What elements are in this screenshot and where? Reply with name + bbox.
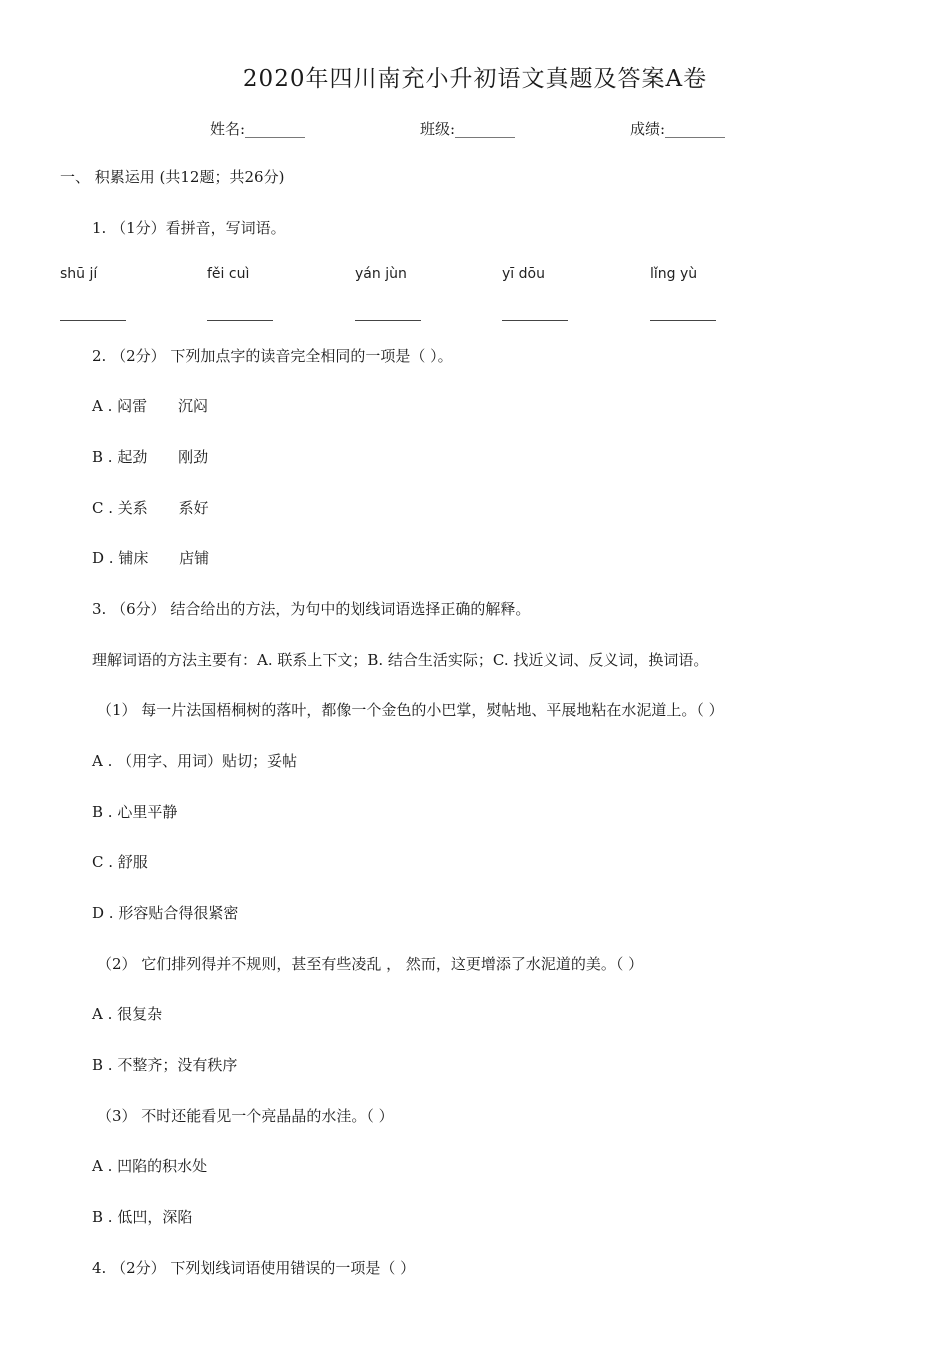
q3-1-option-d[interactable]: D . 形容贴合得很紧密 — [92, 904, 239, 922]
answer-blank[interactable] — [502, 312, 568, 321]
q2-option-d[interactable] — [92, 547, 209, 568]
question-1-stem: 1. （1分）看拼音，写词语。 — [92, 219, 286, 237]
option-word: 铺床 — [118, 549, 149, 567]
q3-part-3: （3） 不时还能看见一个亮晶晶的水洼。（ ） — [97, 1107, 394, 1125]
answer-blank[interactable] — [60, 312, 126, 321]
question-2-stem: 2. （2分） 下列加点字的读音完全相同的一项是（ ）。 — [92, 347, 453, 365]
q3-part-2: （2） 它们排列得并不规则，甚至有些凌乱 ， 然而，这更增添了水泥道的美。（ ） — [97, 955, 644, 973]
question-4-stem: 4. （2分） 下列划线词语使用错误的一项是（ ） — [92, 1259, 416, 1277]
q3-2-option-b[interactable]: B . 不整齐；没有秩序 — [92, 1056, 238, 1074]
q3-2-option-a[interactable]: A . 很复杂 — [92, 1005, 163, 1023]
section-heading: 一、 积累运用 (共12题；共26分) — [60, 168, 285, 186]
score-field-label: 成绩:________ — [630, 120, 726, 138]
option-word: 沉闷 — [177, 397, 208, 415]
answer-blank[interactable] — [355, 312, 421, 321]
option-letter: B . — [92, 448, 113, 466]
q3-1-option-b[interactable]: B . 心里平静 — [92, 803, 178, 821]
option-letter: A . — [92, 397, 113, 415]
pinyin-item: fěi cuì — [207, 266, 250, 282]
q2-option-b[interactable] — [92, 446, 208, 467]
q3-part-1: （1） 每一片法国梧桐树的落叶，都像一个金色的小巴掌，熨帖地、平展地粘在水泥道上。（ ） — [97, 701, 724, 719]
q3-1-option-c[interactable]: C . 舒服 — [92, 853, 148, 871]
pinyin-item: shū jí — [60, 266, 98, 282]
option-word: 店铺 — [179, 549, 210, 567]
q3-1-option-a[interactable]: A . （用字、用词）贴切；妥帖 — [92, 752, 298, 770]
pinyin-item: yán jùn — [355, 266, 407, 282]
option-word: 闷雷 — [117, 397, 148, 415]
option-letter: D . — [92, 549, 114, 567]
q2-option-a[interactable] — [92, 395, 208, 416]
pinyin-item: lǐng yù — [650, 266, 698, 282]
option-word: 关系 — [117, 499, 148, 517]
name-field-label: 姓名:________ — [210, 120, 306, 138]
question-3-stem: 3. （6分） 结合给出的方法，为句中的划线词语选择正确的解释。 — [92, 600, 531, 618]
page-title: 2020年四川南充小升初语文真题及答案A卷 — [242, 66, 708, 92]
answer-blank[interactable] — [207, 312, 273, 321]
option-word: 刚劲 — [178, 448, 209, 466]
pinyin-item: yī dōu — [502, 266, 545, 282]
class-field-label: 班级:________ — [420, 120, 516, 138]
option-word: 系好 — [178, 499, 209, 517]
option-letter: C . — [92, 499, 114, 517]
q3-3-option-a[interactable]: A . 凹陷的积水处 — [92, 1157, 208, 1175]
answer-blank[interactable] — [650, 312, 716, 321]
q3-3-option-b[interactable]: B . 低凹，深陷 — [92, 1208, 193, 1226]
q3-method-text: 理解词语的方法主要有：A. 联系上下文；B. 结合生活实际；C. 找近义词、反义词，换词语。 — [92, 651, 709, 669]
q2-option-c[interactable] — [92, 497, 209, 518]
option-word: 起劲 — [117, 448, 148, 466]
